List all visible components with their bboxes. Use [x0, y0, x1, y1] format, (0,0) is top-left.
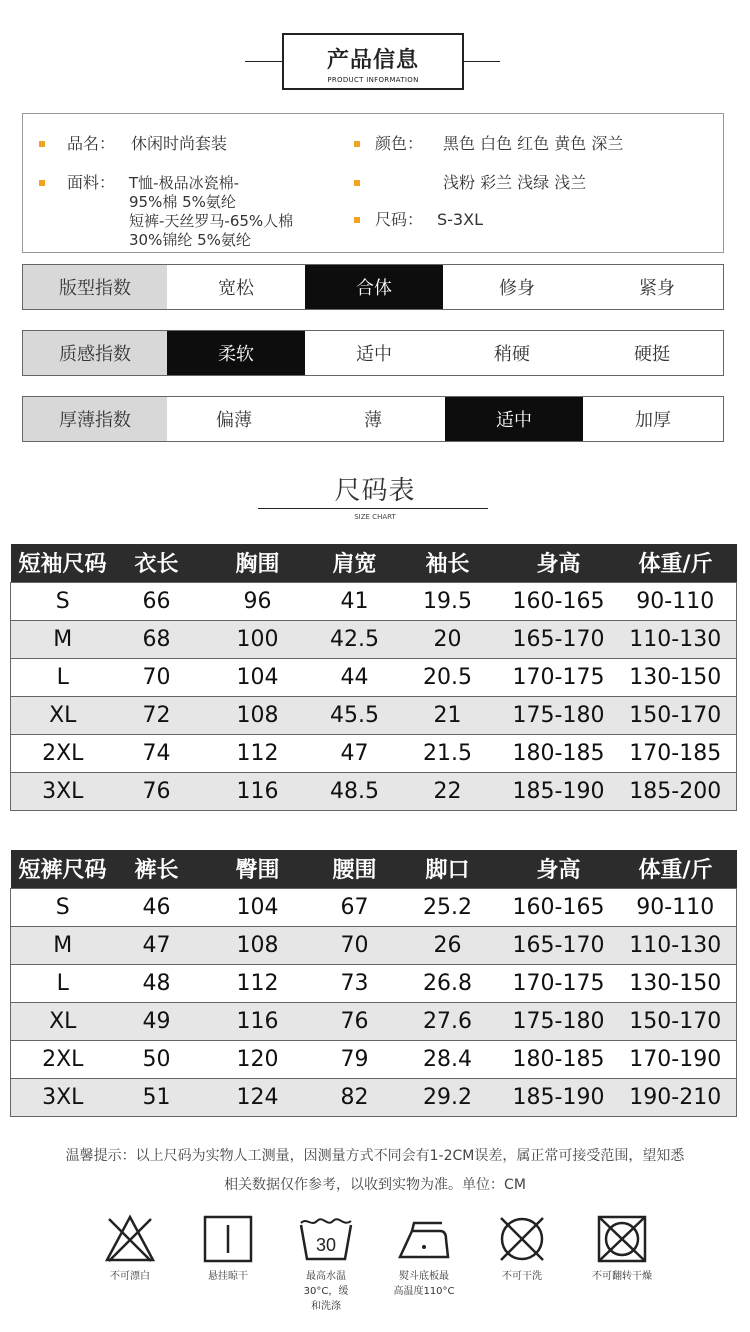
index-option: 硬挺 — [634, 344, 670, 365]
index-option: 合体 — [305, 265, 443, 309]
table-cell: 2XL — [11, 1040, 115, 1078]
table-cell: 150-170 — [615, 696, 737, 734]
no-bleach-icon — [103, 1213, 157, 1265]
size-value: S-3XL — [437, 210, 483, 229]
table-row — [11, 658, 737, 696]
fit-index-row — [22, 264, 724, 310]
table-cell: 165-170 — [503, 620, 615, 658]
table-cell: L — [11, 964, 115, 1002]
table-cell: 76 — [115, 772, 199, 810]
index-label: 厚薄指数 — [23, 397, 167, 441]
table-cell: XL — [11, 1002, 115, 1040]
table-cell: 110-130 — [615, 620, 737, 658]
care-item-no-dry-clean — [476, 1213, 568, 1284]
wash-temp-text: 30 — [315, 1235, 337, 1255]
header-line-right — [464, 61, 500, 62]
table-row — [11, 582, 737, 620]
table-cell: 124 — [199, 1078, 317, 1116]
table-cell: S — [11, 582, 115, 620]
care-item-hang-dry — [182, 1213, 274, 1284]
table-row — [11, 888, 737, 926]
wash-30-icon — [297, 1213, 355, 1265]
product-info-box — [22, 113, 724, 253]
table-cell: 47 — [317, 734, 393, 772]
table-cell: 19.5 — [393, 582, 503, 620]
table-cell: 68 — [115, 620, 199, 658]
table-cell: 112 — [199, 964, 317, 1002]
size-chart-underline — [258, 508, 488, 509]
column-header: 臀围 — [199, 850, 317, 888]
table-cell: 104 — [199, 888, 317, 926]
color-values-line2: 浅粉 彩兰 浅绿 浅兰 — [443, 173, 587, 192]
care-label: 不可漂白 — [110, 1271, 150, 1282]
index-option: 紧身 — [639, 278, 675, 299]
table-cell: 72 — [115, 696, 199, 734]
table-cell: 180-185 — [503, 1040, 615, 1078]
shorts-size-table — [10, 850, 737, 1117]
fabric-line: 95%棉 5%氨纶 — [129, 193, 236, 211]
table-cell: 175-180 — [503, 1002, 615, 1040]
table-cell: 90-110 — [615, 582, 737, 620]
table-cell: 41 — [317, 582, 393, 620]
color-label: 颜色： — [375, 134, 424, 153]
index-option: 修身 — [499, 278, 535, 299]
column-header: 身高 — [503, 850, 615, 888]
header-box — [282, 33, 464, 90]
table-cell: 28.4 — [393, 1040, 503, 1078]
bullet-icon — [39, 141, 45, 147]
table-cell: 42.5 — [317, 620, 393, 658]
table-cell: 22 — [393, 772, 503, 810]
texture-index-row — [22, 330, 724, 376]
table-cell: 150-170 — [615, 1002, 737, 1040]
table-cell: 110-130 — [615, 926, 737, 964]
notice-line-2: 相关数据仅作参考，以收到实物为准。单位：CM — [224, 1177, 526, 1193]
column-header: 身高 — [503, 544, 615, 582]
table-row — [11, 1002, 737, 1040]
table-cell: 160-165 — [503, 582, 615, 620]
index-option: 稍硬 — [494, 344, 530, 365]
iron-icon — [394, 1213, 454, 1265]
table-cell: 50 — [115, 1040, 199, 1078]
table-row — [11, 772, 737, 810]
name-label: 品名： — [67, 134, 116, 153]
bullet-icon — [39, 180, 45, 186]
index-option: 适中 — [445, 397, 583, 441]
size-chart-subtitle: SIZE CHART — [354, 513, 396, 521]
column-header: 短袖尺码 — [11, 544, 115, 582]
page-subtitle: PRODUCT INFORMATION — [327, 76, 419, 84]
table-cell: 51 — [115, 1078, 199, 1116]
column-header: 体重/斤 — [615, 544, 737, 582]
table-header-row — [11, 544, 737, 582]
column-header: 腰围 — [317, 850, 393, 888]
size-label: 尺码： — [375, 210, 424, 229]
table-row — [11, 1040, 737, 1078]
table-cell: 116 — [199, 1002, 317, 1040]
care-label: 熨斗底板最 高温度110°C — [393, 1271, 455, 1297]
table-cell: 46 — [115, 888, 199, 926]
table-cell: L — [11, 658, 115, 696]
index-option: 薄 — [364, 410, 382, 431]
table-cell: 90-110 — [615, 888, 737, 926]
notice-line-1: 温馨提示：以上尺码为实物人工测量，因测量方式不同会有1-2CM误差，属正常可接受范围，望知悉 — [65, 1148, 685, 1164]
fabric-line: 30%锦纶 5%氨纶 — [129, 231, 251, 249]
table-cell: 112 — [199, 734, 317, 772]
table-cell: M — [11, 926, 115, 964]
index-label: 版型指数 — [23, 265, 167, 309]
table-cell: 175-180 — [503, 696, 615, 734]
care-item-no-bleach — [84, 1213, 176, 1284]
care-item-wash-30 — [280, 1213, 372, 1314]
index-option: 适中 — [356, 344, 392, 365]
table-cell: 130-150 — [615, 658, 737, 696]
table-cell: 120 — [199, 1040, 317, 1078]
page-title: 产品信息 — [326, 48, 419, 73]
table-row — [11, 734, 737, 772]
table-row — [11, 926, 737, 964]
table-cell: 74 — [115, 734, 199, 772]
table-cell: 82 — [317, 1078, 393, 1116]
column-header: 衣长 — [115, 544, 199, 582]
table-cell: 170-185 — [615, 734, 737, 772]
table-cell: 27.6 — [393, 1002, 503, 1040]
table-cell: 21.5 — [393, 734, 503, 772]
table-cell: 185-200 — [615, 772, 737, 810]
table-cell: 20.5 — [393, 658, 503, 696]
shirt-size-table — [10, 544, 737, 811]
table-cell: 26 — [393, 926, 503, 964]
table-cell: 165-170 — [503, 926, 615, 964]
bullet-icon — [354, 217, 360, 223]
table-row — [11, 1078, 737, 1116]
table-cell: 29.2 — [393, 1078, 503, 1116]
fabric-label: 面料： — [67, 173, 116, 192]
table-header-row — [11, 850, 737, 888]
fabric-line: T恤-极品冰瓷棉- — [129, 174, 239, 192]
table-cell: 79 — [317, 1040, 393, 1078]
table-cell: 25.2 — [393, 888, 503, 926]
table-cell: 45.5 — [317, 696, 393, 734]
table-cell: 2XL — [11, 734, 115, 772]
index-option: 柔软 — [167, 331, 305, 375]
header-line-left — [245, 61, 282, 62]
table-cell: 76 — [317, 1002, 393, 1040]
table-cell: 48.5 — [317, 772, 393, 810]
table-cell: 130-150 — [615, 964, 737, 1002]
no-dry-clean-icon — [495, 1213, 549, 1265]
table-cell: 185-190 — [503, 772, 615, 810]
care-label: 最高水温 30°C，缓 和洗涤 — [303, 1271, 349, 1312]
fabric-line: 短裤-天丝罗马-65%人棉 — [129, 212, 294, 230]
index-option: 偏薄 — [216, 410, 252, 431]
table-cell: 170-175 — [503, 964, 615, 1002]
table-cell: 170-175 — [503, 658, 615, 696]
table-cell: 73 — [317, 964, 393, 1002]
column-header: 肩宽 — [317, 544, 393, 582]
column-header: 体重/斤 — [615, 850, 737, 888]
table-cell: S — [11, 888, 115, 926]
bullet-icon — [354, 141, 360, 147]
hang-dry-icon — [201, 1213, 255, 1265]
table-row — [11, 620, 737, 658]
table-cell: 104 — [199, 658, 317, 696]
no-tumble-dry-icon — [595, 1213, 649, 1265]
name-value: 休闲时尚套装 — [131, 134, 228, 153]
table-cell: 3XL — [11, 772, 115, 810]
table-cell: 170-190 — [615, 1040, 737, 1078]
table-cell: 44 — [317, 658, 393, 696]
table-cell: 108 — [199, 696, 317, 734]
table-cell: 67 — [317, 888, 393, 926]
table-cell: 70 — [115, 658, 199, 696]
bullet-icon — [354, 180, 360, 186]
table-cell: 26.8 — [393, 964, 503, 1002]
index-label: 质感指数 — [23, 331, 167, 375]
table-cell: XL — [11, 696, 115, 734]
table-cell: M — [11, 620, 115, 658]
size-chart-title: 尺码表 — [334, 476, 416, 506]
table-cell: 47 — [115, 926, 199, 964]
care-label: 不可翻转干燥 — [592, 1271, 652, 1282]
index-option: 加厚 — [635, 410, 671, 431]
table-cell: 49 — [115, 1002, 199, 1040]
color-values-line1: 黑色 白色 红色 黄色 深兰 — [443, 134, 624, 153]
table-cell: 116 — [199, 772, 317, 810]
table-cell: 96 — [199, 582, 317, 620]
table-row — [11, 696, 737, 734]
table-cell: 185-190 — [503, 1078, 615, 1116]
care-label: 不可干洗 — [502, 1271, 542, 1282]
table-cell: 48 — [115, 964, 199, 1002]
table-cell: 100 — [199, 620, 317, 658]
table-cell: 3XL — [11, 1078, 115, 1116]
table-row — [11, 964, 737, 1002]
table-cell: 160-165 — [503, 888, 615, 926]
column-header: 袖长 — [393, 544, 503, 582]
table-cell: 108 — [199, 926, 317, 964]
column-header: 脚口 — [393, 850, 503, 888]
column-header: 短裤尺码 — [11, 850, 115, 888]
table-cell: 21 — [393, 696, 503, 734]
care-label: 悬挂晾干 — [208, 1271, 248, 1282]
column-header: 胸围 — [199, 544, 317, 582]
care-item-iron — [378, 1213, 470, 1299]
table-cell: 180-185 — [503, 734, 615, 772]
table-cell: 70 — [317, 926, 393, 964]
care-item-no-tumble-dry — [576, 1213, 668, 1284]
table-cell: 20 — [393, 620, 503, 658]
table-cell: 66 — [115, 582, 199, 620]
table-cell: 190-210 — [615, 1078, 737, 1116]
column-header: 裤长 — [115, 850, 199, 888]
thickness-index-row — [22, 396, 724, 442]
index-option: 宽松 — [218, 278, 254, 299]
